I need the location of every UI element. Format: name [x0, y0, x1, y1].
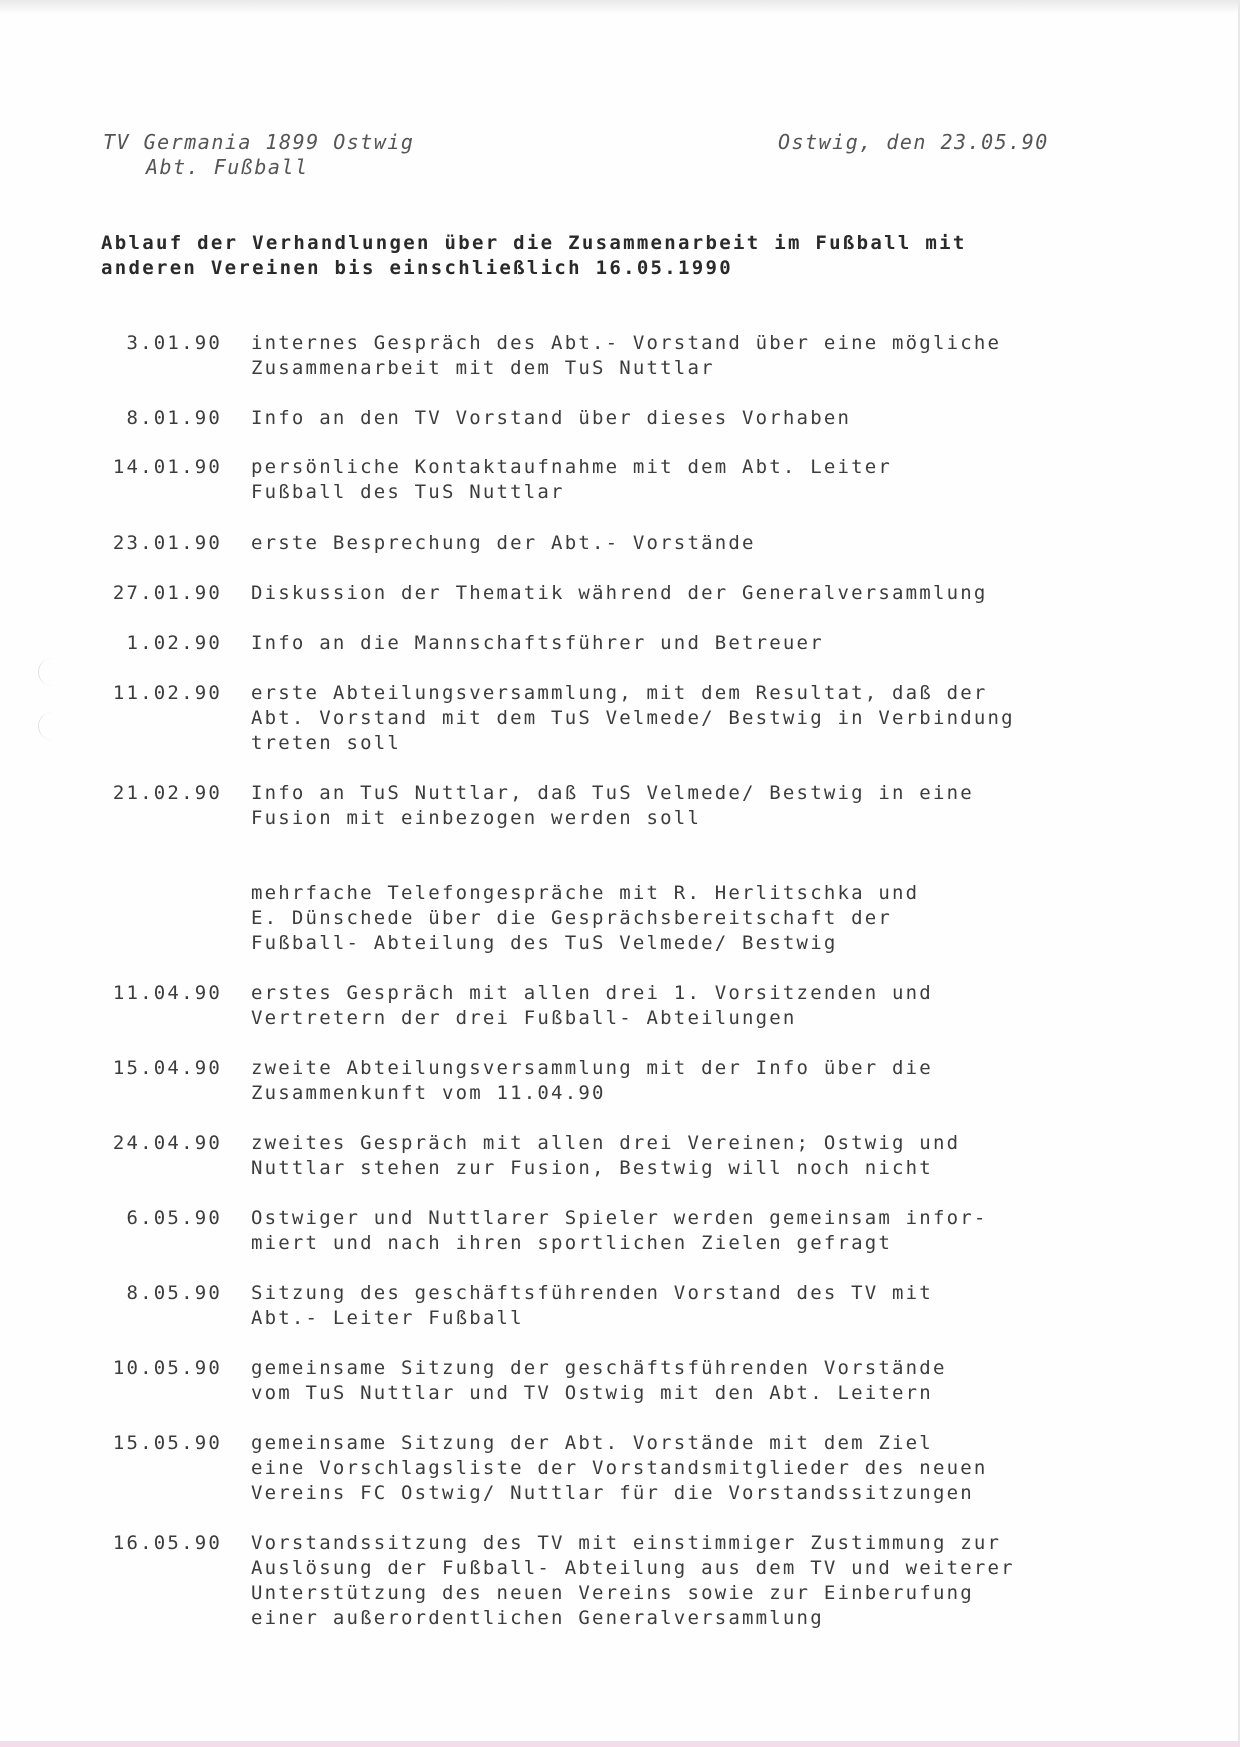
- entry-description: [251, 406, 1111, 431]
- entry-line: Fusion mit einbezogen werden soll: [251, 807, 702, 829]
- entry-date: 6.05.90: [126, 1207, 222, 1229]
- entry-line: erste Abteilungsversammlung, mit dem Resultat, daß der: [251, 682, 988, 704]
- entry-date: 8.05.90: [126, 1282, 222, 1304]
- entry-line: Abt. Vorstand mit dem TuS Velmede/ Bestwig in Verbindung: [251, 707, 1015, 729]
- entry-line: Zusammenarbeit mit dem TuS Nuttlar: [251, 357, 715, 379]
- entry-line: Unterstützung des neuen Vereins sowie zur Einberufung: [251, 1582, 974, 1604]
- entry-description: [251, 881, 1111, 956]
- entry-line: Vereins FC Ostwig/ Nuttlar für die Vorstandssitzungen: [251, 1482, 974, 1504]
- entry-line: zweites Gespräch mit allen drei Vereinen; Ostwig und: [251, 1132, 961, 1154]
- entry-description: [251, 631, 1111, 656]
- page-bottom-edge: [0, 1741, 1240, 1747]
- document-title: [101, 231, 1081, 281]
- entry-date: 14.01.90: [112, 456, 222, 478]
- entry-date: 27.01.90: [112, 582, 222, 604]
- entry-description: [251, 981, 1111, 1031]
- entry-description: [251, 1056, 1111, 1106]
- entry-date: 15.05.90: [112, 1432, 222, 1454]
- entry-description: [251, 1131, 1111, 1181]
- entry-line: Info an den TV Vorstand über dieses Vorhaben: [251, 407, 852, 429]
- entry-line: Info an die Mannschaftsführer und Betreuer: [251, 632, 824, 654]
- entry-date: 15.04.90: [112, 1057, 222, 1079]
- letterhead-sender: [103, 130, 414, 180]
- entry-line: Ostwiger und Nuttlarer Spieler werden gemeinsam infor-: [251, 1207, 988, 1229]
- entry-description: [251, 1531, 1111, 1631]
- club-name: TV Germania 1899 Ostwig: [103, 130, 415, 154]
- entry-description: [251, 331, 1111, 381]
- entry-description: [251, 1356, 1111, 1406]
- entry-line: persönliche Kontaktaufnahme mit dem Abt. Leiter: [251, 456, 893, 478]
- title-line: Ablauf der Verhandlungen über die Zusammenarbeit im Fußball mit: [101, 232, 967, 254]
- title-line: anderen Vereinen bis einschließlich 16.05.1990: [101, 257, 733, 279]
- entry-description: [251, 1431, 1111, 1506]
- entry-line: Auslösung der Fußball- Abteilung aus dem TV und weiterer: [251, 1557, 1015, 1579]
- entry-date: 1.02.90: [126, 632, 222, 654]
- entry-line: vom TuS Nuttlar und TV Ostwig mit den Abt. Leitern: [251, 1382, 933, 1404]
- place-and-date: Ostwig, den 23.05.90: [778, 130, 1049, 154]
- entry-description: [251, 1281, 1111, 1331]
- entry-line: eine Vorschlagsliste der Vorstandsmitglieder des neuen: [251, 1457, 988, 1479]
- entry-date: 10.05.90: [112, 1357, 222, 1379]
- page-top-shadow: [0, 0, 1240, 14]
- entry-line: gemeinsame Sitzung der Abt. Vorstände mit dem Ziel: [251, 1432, 933, 1454]
- entry-date: 21.02.90: [112, 782, 222, 804]
- entry-line: Zusammenkunft vom 11.04.90: [251, 1082, 606, 1104]
- entry-line: erstes Gespräch mit allen drei 1. Vorsitzenden und: [251, 982, 933, 1004]
- entry-line: miert und nach ihren sportlichen Zielen gefragt: [251, 1232, 893, 1254]
- entry-line: erste Besprechung der Abt.- Vorstände: [251, 532, 756, 554]
- department-name: Abt. Fußball: [146, 155, 309, 179]
- entry-line: E. Dünschede über die Gesprächsbereitschaft der: [251, 907, 893, 929]
- entry-line: Sitzung des geschäftsführenden Vorstand des TV mit: [251, 1282, 933, 1304]
- entry-line: gemeinsame Sitzung der geschäftsführenden Vorstände: [251, 1357, 947, 1379]
- entry-date: 11.04.90: [112, 982, 222, 1004]
- entry-date: 3.01.90: [126, 332, 222, 354]
- entry-line: Vorstandssitzung des TV mit einstimmiger Zustimmung zur: [251, 1532, 1002, 1554]
- entry-description: [251, 531, 1111, 556]
- entry-line: internes Gespräch des Abt.- Vorstand über eine mögliche: [251, 332, 1002, 354]
- entry-line: Info an TuS Nuttlar, daß TuS Velmede/ Bestwig in eine: [251, 782, 974, 804]
- entry-line: mehrfache Telefongespräche mit R. Herlitschka und: [251, 882, 920, 904]
- entry-date: 23.01.90: [112, 532, 222, 554]
- entry-line: Nuttlar stehen zur Fusion, Bestwig will noch nicht: [251, 1157, 933, 1179]
- entry-line: treten soll: [251, 732, 402, 754]
- entry-line: Fußball des TuS Nuttlar: [251, 481, 565, 503]
- entry-line: zweite Abteilungsversammlung mit der Info über die: [251, 1057, 933, 1079]
- entry-line: Abt.- Leiter Fußball: [251, 1307, 524, 1329]
- entry-line: Vertretern der drei Fußball- Abteilungen: [251, 1007, 797, 1029]
- punch-hole-mark: [38, 712, 66, 740]
- entry-date: 8.01.90: [126, 407, 222, 429]
- entry-description: [251, 1206, 1111, 1256]
- entry-description: [251, 781, 1111, 831]
- entry-date: 11.02.90: [112, 682, 222, 704]
- entry-line: Fußball- Abteilung des TuS Velmede/ Bestwig: [251, 932, 838, 954]
- punch-hole-mark: [38, 658, 66, 686]
- entry-date: 16.05.90: [112, 1532, 222, 1554]
- entry-line: Diskussion der Thematik während der Generalversammlung: [251, 582, 988, 604]
- entry-description: [251, 681, 1111, 756]
- entry-date: 24.04.90: [112, 1132, 222, 1154]
- entry-description: [251, 455, 1111, 505]
- entry-line: einer außerordentlichen Generalversammlung: [251, 1607, 824, 1629]
- entry-description: [251, 581, 1111, 606]
